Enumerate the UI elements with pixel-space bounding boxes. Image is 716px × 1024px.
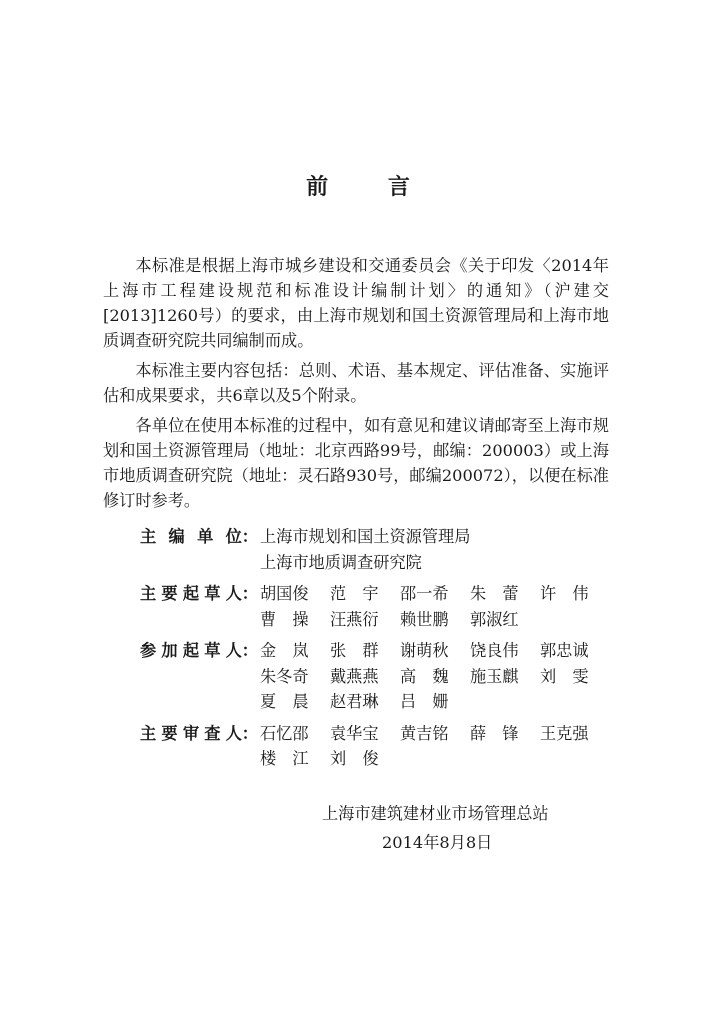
- label-char: 人：: [225, 723, 258, 743]
- names-line: [260, 746, 610, 772]
- label-char: 查: [204, 723, 221, 743]
- label-char: 主: [140, 527, 157, 546]
- person-name: 戴燕燕: [330, 666, 379, 686]
- person-name: 施玉麒: [470, 666, 519, 686]
- label-char: 主: [140, 723, 157, 743]
- label-char: 参: [140, 641, 157, 660]
- paragraph-contents: 本标准主要内容包括：总则、术语、基本规定、评估准备、实施评估和成果要求，共6章以及5个附录。: [103, 361, 609, 405]
- editor-unit: 上海市规划和国土资源管理局: [260, 527, 471, 546]
- label-char: 起: [182, 584, 199, 603]
- person-name: 谢萌秋: [400, 641, 449, 660]
- credit-main-drafters: [140, 581, 610, 632]
- names-line: [260, 581, 610, 607]
- person-name: 高 魏: [400, 666, 449, 686]
- credit-label-participating-drafters: [140, 638, 260, 715]
- credit-participating-drafters: [140, 638, 610, 715]
- label-char: 单: [197, 527, 214, 546]
- label-char: 编: [168, 527, 185, 546]
- person-name: 薛 锋: [470, 723, 519, 743]
- label-char: 人：: [225, 584, 258, 603]
- label-char: 位：: [225, 527, 258, 546]
- credits-block: [140, 524, 610, 778]
- person-name: 邵一希: [400, 584, 449, 603]
- person-name: 赵君琳: [330, 692, 379, 711]
- person-name: 楼 江: [260, 749, 309, 768]
- credit-label-main-drafters: [140, 581, 260, 632]
- label-char: 要: [161, 723, 178, 743]
- person-name: 石忆邵: [260, 723, 309, 743]
- person-name: 郭忠诚: [540, 641, 589, 660]
- credit-editor-units: [140, 524, 610, 575]
- person-name: 刘 俊: [330, 749, 379, 768]
- names-line: [260, 689, 610, 715]
- person-name: 许 伟: [540, 584, 589, 603]
- person-name: 张 群: [330, 641, 379, 660]
- credit-values-main-reviewers: [260, 721, 610, 772]
- person-name: 郭淑红: [470, 609, 519, 629]
- person-name: 胡国俊: [260, 584, 309, 603]
- names-line: [260, 664, 610, 690]
- editor-unit: 上海市地质调查研究院: [260, 552, 422, 572]
- paragraph-basis: 本标准是根据上海市城乡建设和交通委员会《关于印发〈2014年上海市工程建设规范和标准设计编制计划〉的通知》（沪建交[2013]1260号）的要求，由上海市规划和国土资源管理局和上海市地质调查研究院共同编制而成。: [103, 256, 609, 350]
- credit-label-main-reviewers: [140, 721, 260, 772]
- issuing-organization: 上海市建筑建材业市场管理总站: [322, 804, 549, 823]
- names-line: [260, 638, 610, 664]
- credit-label-editor-units: [140, 524, 260, 575]
- person-name: 汪燕衍: [330, 609, 379, 629]
- person-name: 朱 蕾: [470, 584, 519, 603]
- person-name: 黄吉铭: [400, 723, 449, 743]
- person-name: 金 岚: [260, 641, 309, 660]
- paragraph-feedback: 各单位在使用本标准的过程中，如有意见和建议请邮寄至上海市规划和国土资源管理局（地址：北京西路99号，邮编：200003）或上海市地质调查研究院（地址：灵石路930号，邮编200072），以便在标准修订时参考。: [103, 416, 609, 510]
- person-name: 饶良伟: [470, 641, 519, 660]
- names-line: [260, 721, 610, 747]
- label-char: 加: [161, 641, 178, 660]
- person-name: 范 宇: [330, 584, 379, 603]
- label-char: 起: [182, 641, 199, 660]
- person-name: 朱冬奇: [260, 666, 309, 686]
- credit-values-participating-drafters: [260, 638, 610, 715]
- names-line: [260, 607, 610, 633]
- person-name: 夏 晨: [260, 692, 309, 711]
- label-char: 审: [182, 723, 199, 743]
- label-char: 要: [161, 584, 178, 603]
- credit-values-main-drafters: [260, 581, 610, 632]
- label-char: 草: [204, 641, 221, 660]
- page-title: 前 言: [306, 175, 436, 200]
- person-name: 刘 雯: [540, 666, 589, 686]
- person-name: 袁华宝: [330, 723, 379, 743]
- foreword-body: [103, 253, 609, 518]
- person-name: 吕 姗: [400, 692, 449, 711]
- credit-values-editor-units: [260, 524, 610, 575]
- person-name: 王克强: [540, 723, 589, 743]
- label-char: 主: [140, 584, 157, 603]
- issue-date: 2014年8月8日: [382, 833, 493, 852]
- label-char: 人：: [225, 641, 258, 660]
- person-name: 赖世鹏: [400, 609, 449, 629]
- credit-main-reviewers: [140, 721, 610, 772]
- person-name: 曹 操: [260, 609, 309, 629]
- label-char: 草: [204, 584, 221, 603]
